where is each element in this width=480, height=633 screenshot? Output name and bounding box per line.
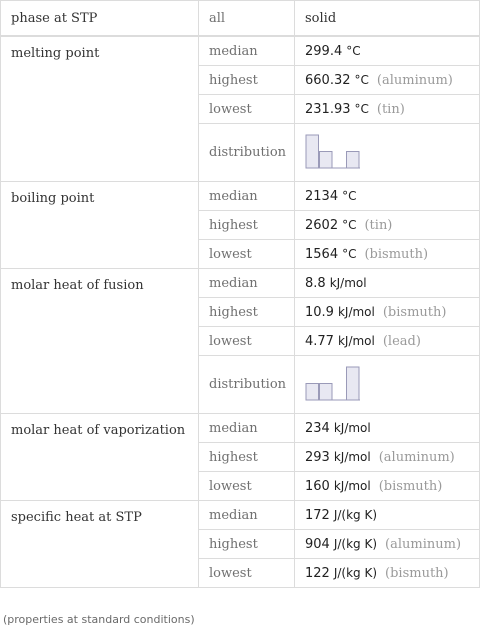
row-value	[295, 211, 480, 239]
histogram-bar	[306, 383, 319, 400]
property-section	[0, 414, 480, 501]
table-row	[199, 529, 480, 558]
table-row	[199, 501, 480, 529]
row-label: lowest	[199, 472, 295, 500]
row-label: distribution	[199, 356, 295, 413]
row-label: lowest	[199, 95, 295, 123]
row-label: all	[199, 1, 295, 35]
value-number: 231.93	[305, 101, 351, 117]
row-label: median	[199, 37, 295, 65]
value-unit: J/(kg K)	[333, 508, 378, 522]
value-unit: °C	[342, 189, 357, 203]
row-label: lowest	[199, 559, 295, 587]
row-label: median	[199, 269, 295, 297]
value-number: 2134	[305, 188, 339, 204]
value-text: solid	[305, 10, 337, 26]
value-unit: kJ/mol	[337, 334, 375, 348]
table-row	[199, 37, 480, 65]
value-number: 299.4	[305, 43, 343, 59]
footer-note: (properties at standard conditions)	[3, 613, 195, 626]
table-row	[199, 65, 480, 94]
value-note: (lead)	[382, 333, 421, 349]
property-name: molar heat of fusion	[0, 269, 199, 413]
histogram-bar	[320, 151, 333, 168]
row-group	[199, 1, 480, 35]
row-value	[295, 240, 480, 268]
row-value	[295, 37, 480, 65]
row-value	[295, 66, 480, 94]
value-number: 8.8	[305, 275, 326, 291]
table-row	[199, 1, 480, 35]
table-row	[199, 210, 480, 239]
row-label: highest	[199, 298, 295, 326]
value-unit: °C	[342, 247, 357, 261]
row-value	[295, 182, 480, 210]
value-unit: kJ/mol	[337, 305, 375, 319]
row-value	[295, 298, 480, 326]
value-note: (bismuth)	[385, 565, 449, 581]
table-row	[199, 558, 480, 587]
row-label: lowest	[199, 240, 295, 268]
row-value	[295, 530, 480, 558]
table-row	[199, 297, 480, 326]
value-note: (aluminum)	[385, 536, 462, 552]
value-unit: kJ/mol	[329, 276, 367, 290]
table-row	[199, 239, 480, 268]
row-group	[199, 269, 480, 413]
value-note: (bismuth)	[364, 246, 429, 262]
value-number: 2602	[305, 217, 339, 233]
property-section	[0, 269, 480, 414]
value-number: 904	[305, 536, 330, 552]
row-value	[295, 559, 480, 587]
value-number: 4.77	[305, 333, 334, 349]
histogram-bar	[320, 383, 333, 400]
property-section	[0, 36, 480, 182]
row-value	[295, 327, 480, 355]
value-number: 660.32	[305, 72, 351, 88]
value-number: 10.9	[305, 304, 334, 320]
property-section	[0, 182, 480, 269]
table-row	[199, 269, 480, 297]
row-value	[295, 501, 480, 529]
header-row	[0, 0, 480, 36]
table-row	[199, 355, 480, 413]
sections	[0, 36, 480, 588]
value-number: 172	[305, 507, 330, 523]
row-label: highest	[199, 443, 295, 471]
histogram-bar	[306, 135, 319, 168]
value-unit: °C	[354, 102, 369, 116]
value-number: 1564	[305, 246, 339, 262]
value-note: (tin)	[364, 217, 393, 233]
table-row	[199, 326, 480, 355]
table-row	[199, 94, 480, 123]
property-name: boiling point	[0, 182, 199, 268]
property-name: melting point	[0, 37, 199, 181]
table-row	[199, 123, 480, 181]
row-label: highest	[199, 66, 295, 94]
row-label: median	[199, 501, 295, 529]
value-note: (bismuth)	[378, 478, 443, 494]
value-unit: kJ/mol	[333, 479, 371, 493]
value-unit: J/(kg K)	[333, 537, 378, 551]
property-name: phase at STP	[0, 1, 199, 35]
distribution-histogram	[305, 362, 385, 408]
value-note: (aluminum)	[378, 449, 455, 465]
table-row	[199, 414, 480, 442]
value-number: 293	[305, 449, 330, 465]
row-value	[295, 124, 480, 181]
row-label: highest	[199, 211, 295, 239]
value-number: 160	[305, 478, 330, 494]
property-name: specific heat at STP	[0, 501, 199, 587]
value-number: 234	[305, 420, 330, 436]
value-unit: kJ/mol	[333, 421, 371, 435]
row-label: median	[199, 182, 295, 210]
table-row	[199, 471, 480, 500]
value-unit: kJ/mol	[333, 450, 371, 464]
row-value	[295, 472, 480, 500]
value-note: (bismuth)	[382, 304, 447, 320]
row-value	[295, 1, 480, 35]
value-note: (tin)	[376, 101, 405, 117]
row-label: median	[199, 414, 295, 442]
row-label: distribution	[199, 124, 295, 181]
row-value	[295, 95, 480, 123]
value-note: (aluminum)	[376, 72, 453, 88]
histogram-bar	[347, 367, 360, 400]
row-value	[295, 269, 480, 297]
row-value	[295, 443, 480, 471]
row-value	[295, 356, 480, 413]
table-row	[199, 182, 480, 210]
value-unit: °C	[346, 44, 361, 58]
value-unit: °C	[354, 73, 369, 87]
distribution-histogram	[305, 130, 385, 176]
property-name: molar heat of vaporization	[0, 414, 199, 500]
value-unit: J/(kg K)	[333, 566, 378, 580]
value-number: 122	[305, 565, 330, 581]
value-unit: °C	[342, 218, 357, 232]
row-value	[295, 414, 480, 442]
row-group	[199, 37, 480, 181]
row-group	[199, 414, 480, 500]
table-row	[199, 442, 480, 471]
row-group	[199, 501, 480, 587]
row-group	[199, 182, 480, 268]
histogram-bar	[347, 151, 360, 168]
row-label: highest	[199, 530, 295, 558]
property-section	[0, 501, 480, 588]
row-label: lowest	[199, 327, 295, 355]
